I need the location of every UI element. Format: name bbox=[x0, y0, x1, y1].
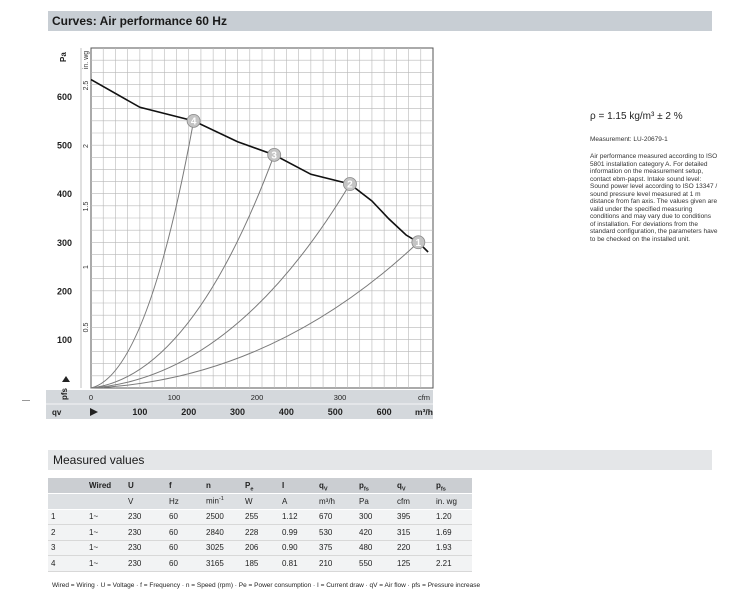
y-tick-label-secondary: 1.5 bbox=[83, 201, 90, 212]
table-header-row bbox=[48, 478, 472, 494]
operating-point-3 bbox=[268, 148, 281, 161]
y-unit-secondary: in. wg bbox=[83, 50, 90, 70]
table-header-cell: $q_V$ bbox=[394, 478, 433, 494]
table-header-cell: $p_{fs}$ bbox=[433, 478, 472, 494]
table-cell: 315 bbox=[394, 525, 433, 541]
table-cell: 670 bbox=[316, 509, 356, 525]
table-unit-cell: W bbox=[242, 494, 279, 510]
operating-point-4 bbox=[187, 114, 200, 127]
table-cell: 125 bbox=[394, 556, 433, 572]
table-header-cell: f bbox=[166, 478, 203, 494]
table-cell: 550 bbox=[356, 556, 394, 572]
y-tick-label: 200 bbox=[56, 286, 72, 297]
y-tick-label-secondary: 2.5 bbox=[83, 80, 90, 91]
x-tick-label: 600 bbox=[376, 407, 392, 417]
y-tick-label: 400 bbox=[56, 189, 72, 200]
table-cell: 1~ bbox=[86, 540, 125, 556]
y-tick-label-secondary: 2 bbox=[83, 144, 90, 149]
table-unit-cell: A bbox=[279, 494, 316, 510]
table-cell: 375 bbox=[316, 540, 356, 556]
chart-grid bbox=[46, 48, 433, 419]
measured-values-title: Measured values bbox=[53, 453, 145, 467]
operating-point-label: 4 bbox=[190, 116, 197, 128]
table-cell: 60 bbox=[166, 540, 203, 556]
table-cell: 1~ bbox=[86, 509, 125, 525]
table-header-cell: Wired bbox=[86, 478, 125, 494]
x-unit-primary: m³/h bbox=[415, 407, 433, 417]
table-header-cell: I bbox=[279, 478, 316, 494]
y-tick-label: 300 bbox=[56, 237, 72, 248]
x-unit-secondary: cfm bbox=[417, 393, 431, 402]
table-cell: 0.99 bbox=[279, 525, 316, 541]
table-cell: 206 bbox=[242, 540, 279, 556]
table-unit-cell bbox=[48, 494, 86, 510]
page-title: Curves: Air performance 60 Hz bbox=[52, 14, 227, 28]
table-row bbox=[48, 540, 472, 556]
table-cell: 60 bbox=[166, 525, 203, 541]
y-axis-arrow bbox=[62, 376, 70, 382]
table-cell: 0.90 bbox=[279, 540, 316, 556]
air-performance-chart bbox=[0, 40, 460, 420]
y-tick-label: 100 bbox=[56, 334, 72, 345]
table-cell: 185 bbox=[242, 556, 279, 572]
table-cell: 230 bbox=[125, 556, 166, 572]
table-header-cell: U bbox=[125, 478, 166, 494]
table-cell: 3025 bbox=[203, 540, 242, 556]
measured-values-bar bbox=[48, 450, 712, 470]
table-cell: 2.21 bbox=[433, 556, 472, 572]
table-cell: 4 bbox=[48, 556, 86, 572]
operating-point-label: 2 bbox=[347, 179, 353, 191]
table-cell: 1.69 bbox=[433, 525, 472, 541]
table-cell: 60 bbox=[166, 556, 203, 572]
table-cell: 530 bbox=[316, 525, 356, 541]
table-cell: 1.93 bbox=[433, 540, 472, 556]
x-axis-symbol: qv bbox=[52, 408, 62, 417]
y-tick-label: 600 bbox=[56, 92, 72, 103]
y-tick-label-secondary: 1 bbox=[83, 265, 90, 269]
table-cell: 1.20 bbox=[433, 509, 472, 525]
table-unit-cell: $\min^{-1}$ bbox=[203, 494, 242, 510]
table-cell: 480 bbox=[356, 540, 394, 556]
table-cell: 2500 bbox=[203, 509, 242, 525]
y-axis-symbol: pfs bbox=[60, 388, 69, 400]
x-tick-label: 300 bbox=[230, 407, 246, 417]
x-tick-label: 200 bbox=[181, 407, 197, 417]
x-tick-label-secondary: 200 bbox=[250, 393, 264, 402]
table-unit-cell bbox=[86, 494, 125, 510]
table-cell: 60 bbox=[166, 509, 203, 525]
table-cell: 3 bbox=[48, 540, 86, 556]
operating-point-label: 1 bbox=[415, 237, 422, 249]
measured-values-table bbox=[48, 478, 472, 572]
table-cell: 420 bbox=[356, 525, 394, 541]
x-tick-label-secondary: 100 bbox=[167, 393, 181, 402]
x-tick-label: 500 bbox=[327, 407, 343, 417]
table-unit-row bbox=[48, 494, 472, 510]
y-tick-label: 500 bbox=[56, 140, 72, 151]
table-unit-cell: m³/h bbox=[316, 494, 356, 510]
measurement-id: Measurement: LU-20679-1 bbox=[590, 136, 668, 143]
table-cell: 220 bbox=[394, 540, 433, 556]
table-cell: 1.12 bbox=[279, 509, 316, 525]
table-cell: 255 bbox=[242, 509, 279, 525]
table-unit-cell: Hz bbox=[166, 494, 203, 510]
table-unit-cell: in. wg bbox=[433, 494, 472, 510]
air-density: ρ = 1.15 kg/m³ ± 2 % bbox=[590, 111, 683, 122]
table-cell: 210 bbox=[316, 556, 356, 572]
table-cell: 230 bbox=[125, 509, 166, 525]
x-tick-label: 400 bbox=[278, 407, 294, 417]
y-tick-label-secondary: 0.5 bbox=[83, 322, 90, 333]
side-mark bbox=[22, 400, 30, 401]
table-cell: 1~ bbox=[86, 525, 125, 541]
table-header-cell: $p_{fs}$ bbox=[356, 478, 394, 494]
table-cell: 230 bbox=[125, 540, 166, 556]
y-unit-primary: Pa bbox=[59, 52, 68, 62]
table-unit-cell: V bbox=[125, 494, 166, 510]
table-unit-cell: Pa bbox=[356, 494, 394, 510]
table-cell: 1 bbox=[48, 509, 86, 525]
table-header-cell: n bbox=[203, 478, 242, 494]
table-row bbox=[48, 509, 472, 525]
table-header-cell: $q_V$ bbox=[316, 478, 356, 494]
operating-point-label: 3 bbox=[271, 150, 277, 162]
table-cell: 2840 bbox=[203, 525, 242, 541]
operating-point-2 bbox=[343, 178, 356, 191]
table-row bbox=[48, 525, 472, 541]
table-cell: 0.81 bbox=[279, 556, 316, 572]
measurement-note: Air performance measured according to ISO 5801 installation category A. For detailed information on the measurement setup, contact ebm-papst. Intake sound level: Sound power level according to ISO 13347 / sound pressure level measured at 1 m distance from fan axis. The values given are valid under the specified measuring conditions and may vary due to conditions of installation. For deviations from the standard configuration, the parameters have to be checked on the installed unit. bbox=[590, 153, 718, 243]
table-cell: 228 bbox=[242, 525, 279, 541]
table-cell: 230 bbox=[125, 525, 166, 541]
table-legend: Wired = Wiring · U = Voltage · f = Frequency · n = Speed (rpm) · Pe = Power consumption · I = Current draw · qV = Air flow · pfs = Pressure increase bbox=[52, 582, 481, 589]
table-row bbox=[48, 556, 472, 572]
x-tick-label-secondary: 300 bbox=[333, 393, 347, 402]
x-tick-label: 100 bbox=[132, 407, 148, 417]
x-tick-label-secondary: 0 bbox=[88, 393, 94, 402]
table-header-cell bbox=[48, 478, 86, 494]
table-cell: 2 bbox=[48, 525, 86, 541]
operating-point-1 bbox=[412, 236, 425, 249]
table-header-cell: $P_e$ bbox=[242, 478, 279, 494]
table-cell: 1~ bbox=[86, 556, 125, 572]
table-cell: 3165 bbox=[203, 556, 242, 572]
table-cell: 300 bbox=[356, 509, 394, 525]
table-unit-cell: cfm bbox=[394, 494, 433, 510]
table-cell: 395 bbox=[394, 509, 433, 525]
